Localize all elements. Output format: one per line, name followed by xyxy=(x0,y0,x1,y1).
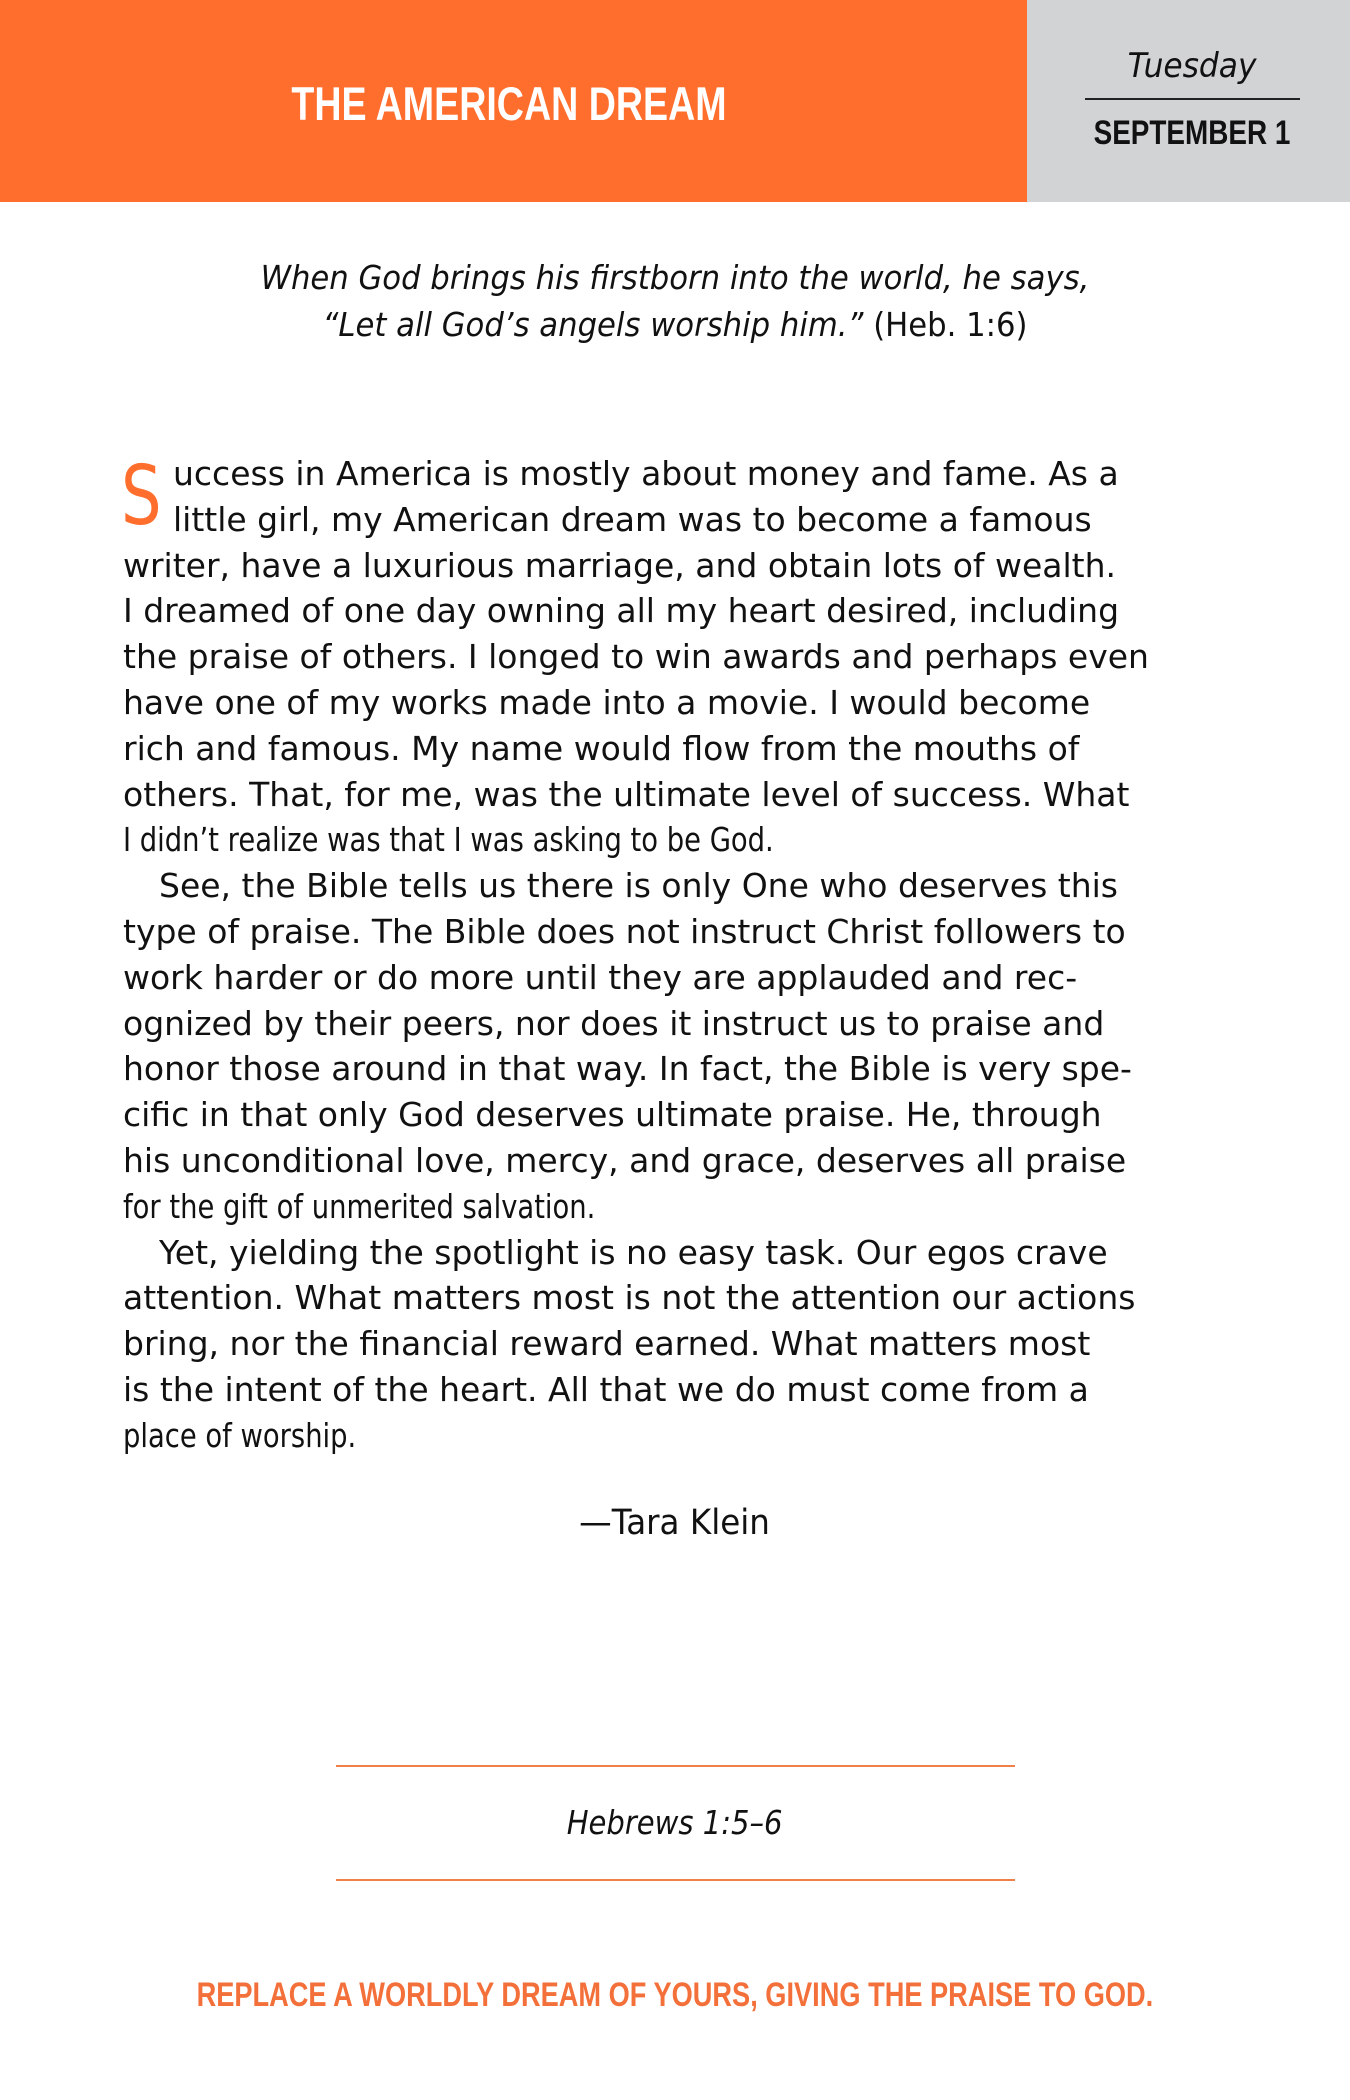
body-line: the praise of others. I longed to win awards and perhaps even xyxy=(123,637,1149,677)
key-verse-reference: (Heb. 1:6) xyxy=(873,305,1028,344)
body-line: rich and famous. My name would flow from the mouths of xyxy=(123,728,1080,768)
body-line: Yet, yielding the spotlight is no easy task. Our egos crave xyxy=(159,1232,1108,1272)
weekday-label: Tuesday xyxy=(1128,46,1257,86)
reading-rule-bottom xyxy=(336,1879,1015,1881)
scripture-reading: Hebrews 1:5–6 xyxy=(567,1803,783,1842)
body-line: ognized by their peers, nor does it instruct us to praise and xyxy=(123,1003,1105,1043)
body-line: I dreamed of one day owning all my heart desired, including xyxy=(123,591,1120,631)
body-line: honor those around in that way. In fact, the Bible is very spe- xyxy=(123,1049,1132,1089)
body-line: uccess in America is mostly about money and fame. As a xyxy=(173,454,1119,493)
page-title: THE AMERICAN DREAM xyxy=(291,77,727,130)
body-line: have one of my works made into a movie. I would become xyxy=(123,682,1091,722)
key-verse-line-2: “Let all God’s angels worship him.” (Heb. 1:6) xyxy=(322,305,1028,344)
paragraph-1 xyxy=(123,451,1231,863)
date-panel xyxy=(1027,0,1350,202)
date-divider xyxy=(1085,98,1300,100)
paragraph-2 xyxy=(123,863,1231,1229)
drop-cap: S xyxy=(121,449,162,544)
body-line: type of praise. The Bible does not instruct Christ followers to xyxy=(123,911,1126,951)
body-line: little girl, my American dream was to become a famous xyxy=(173,499,1092,539)
title-banner xyxy=(0,0,1027,202)
body-line: work harder or do more until they are applauded and rec- xyxy=(123,957,1078,997)
key-verse-line-1: When God brings his firstborn into the world, he says, xyxy=(260,258,1090,297)
body-line: his unconditional love, mercy, and grace, deserves all praise xyxy=(123,1140,1127,1180)
body-line: cific in that only God deserves ultimate praise. He, through xyxy=(123,1095,1102,1135)
key-verse xyxy=(0,254,1350,348)
paragraph-3 xyxy=(123,1230,1231,1459)
action-prompt: REPLACE A WORLDLY DREAM OF YOURS, GIVING THE PRAISE TO GOD. xyxy=(196,1976,1154,2014)
author-signature: —Tara Klein xyxy=(579,1503,771,1543)
date-label: SEPTEMBER 1 xyxy=(1093,114,1291,152)
body-line: for the gift of unmerited salvation. xyxy=(123,1186,596,1226)
body-line: attention. What matters most is not the attention our actions xyxy=(123,1278,1136,1318)
body-line: I didn’t realize was that I was asking to be God. xyxy=(123,820,774,860)
body-line: bring, nor the financial reward earned. What matters most xyxy=(123,1324,1091,1364)
body-line: place of worship. xyxy=(123,1415,357,1455)
body-line: See, the Bible tells us there is only One who deserves this xyxy=(159,866,1118,906)
body-line: is the intent of the heart. All that we do must come from a xyxy=(123,1369,1089,1409)
body-line: others. That, for me, was the ultimate level of success. What xyxy=(123,774,1130,814)
body-line: writer, have a luxurious marriage, and obtain lots of wealth. xyxy=(123,545,1117,585)
reading-rule-top xyxy=(336,1765,1015,1767)
devotion-body xyxy=(123,451,1231,1459)
